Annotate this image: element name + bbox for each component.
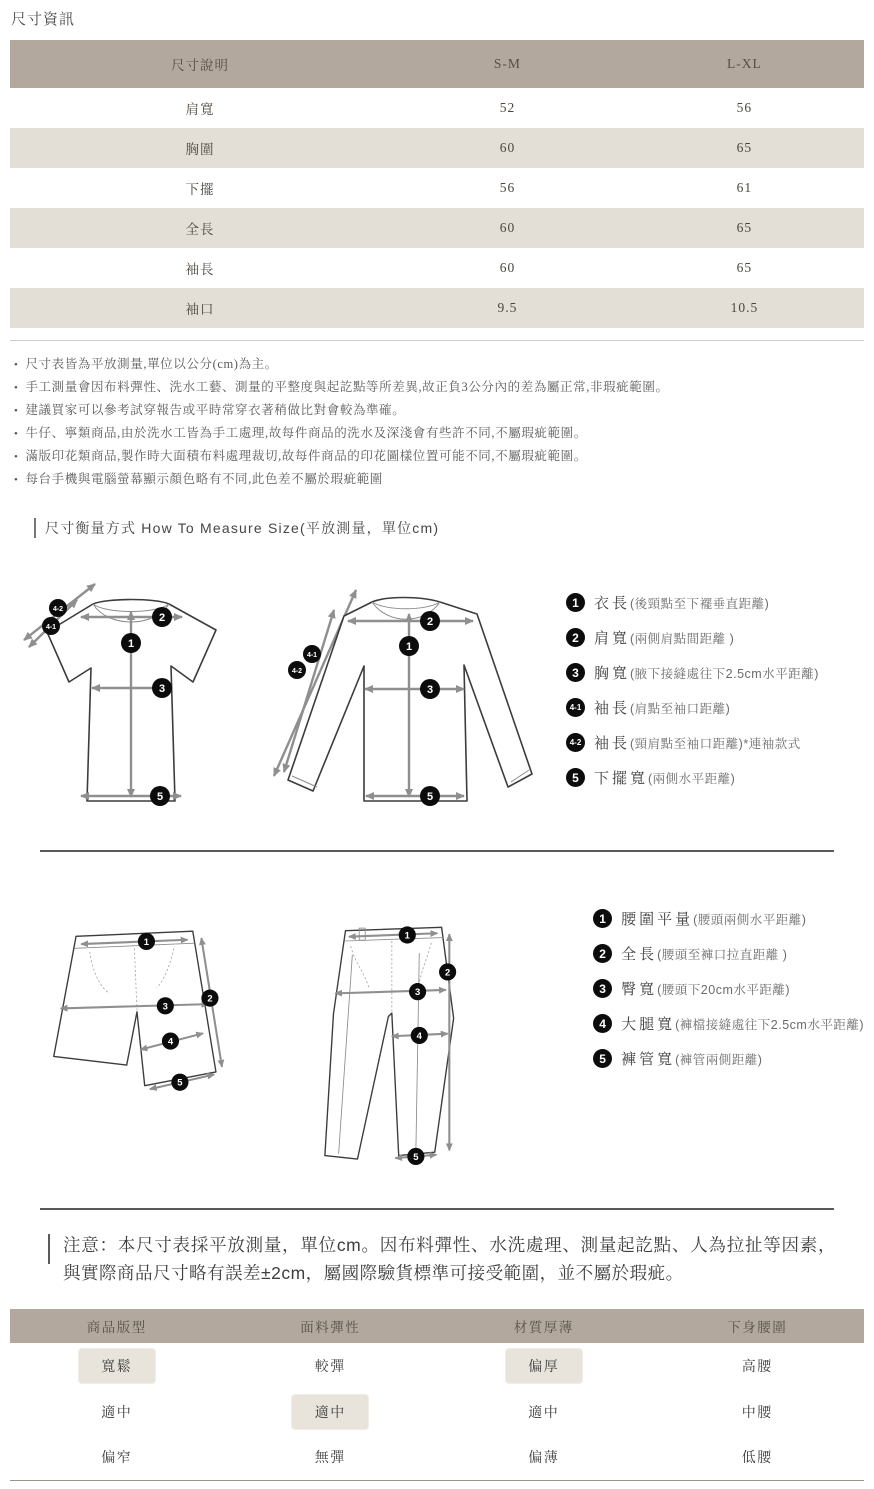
spec-option: 適中 <box>528 1403 560 1420</box>
spec-cell <box>10 1343 224 1389</box>
badge-4-2 <box>288 661 306 679</box>
shorts-diagram <box>40 904 248 1118</box>
badge-4 <box>410 1027 427 1044</box>
notice-text: 注意：本尺寸表採平放測量，單位cm。因布料彈性、水洗處理、測量起訖點、人為拉扯等因素，與實際商品尺寸略有誤差±2cm，屬國際驗貨標準可接受範圍，並不屬於瑕疵。 <box>63 1235 836 1284</box>
tops-legend <box>566 570 819 802</box>
spec-cell <box>10 1389 224 1435</box>
row-value: 65 <box>736 260 753 275</box>
measure-name: 衣長 <box>594 595 631 612</box>
row-label: 袖口 <box>10 288 390 328</box>
svg-text:3: 3 <box>426 684 434 696</box>
size-table-header: 尺寸說明 <box>10 40 390 88</box>
badge-5 <box>150 786 170 806</box>
badge-2 <box>201 990 218 1007</box>
measure-badge-icon: 4 <box>593 1014 612 1033</box>
legend-item <box>566 662 819 683</box>
measure-name: 大腿寬 <box>621 1016 676 1033</box>
table-row <box>10 88 864 128</box>
legend-item <box>566 627 819 648</box>
badge-4 <box>162 1032 179 1049</box>
spec-option: 寬鬆 <box>78 1348 156 1384</box>
notice-bar <box>48 1234 50 1264</box>
bottoms-legend <box>593 896 864 1083</box>
measure-desc: (兩側水平距離) <box>648 771 736 786</box>
measure-badge-icon: 1 <box>566 593 585 612</box>
row-value: 65 <box>625 208 864 248</box>
spec-table-header-row <box>10 1309 864 1343</box>
measure-badge-icon: 2 <box>566 628 585 647</box>
spec-option: 無彈 <box>314 1449 346 1466</box>
badge-5 <box>420 786 440 806</box>
measure-desc: (肩點至袖口距離) <box>630 701 731 716</box>
svg-text:1: 1 <box>143 936 150 948</box>
spec-cell <box>437 1343 651 1389</box>
spec-header: 商品版型 <box>10 1309 224 1343</box>
size-table-header: L-XL <box>625 40 864 88</box>
svg-text:4-1: 4-1 <box>45 624 57 631</box>
spec-option: 較彈 <box>314 1357 346 1374</box>
measure-name: 胸寬 <box>594 665 631 682</box>
svg-text:1: 1 <box>405 641 413 653</box>
spec-table <box>10 1309 864 1482</box>
table-row <box>10 168 864 208</box>
legend-item <box>593 1013 864 1034</box>
svg-text:3: 3 <box>158 683 166 695</box>
badge-3 <box>157 997 174 1014</box>
spec-option: 偏厚 <box>505 1348 583 1384</box>
table-row <box>10 288 864 328</box>
row-value: 10.5 <box>625 288 864 328</box>
measure-name: 腰圍平量 <box>621 911 694 928</box>
svg-text:5: 5 <box>156 791 164 803</box>
pants-diagram <box>306 896 503 1192</box>
spec-header: 材質厚薄 <box>437 1309 651 1343</box>
notes-list <box>14 353 864 491</box>
legend-item <box>593 943 864 964</box>
measure-desc: (腋下接縫處往下2.5cm水平距離) <box>630 666 819 681</box>
legend-item <box>566 592 819 613</box>
measure-badge-icon: 4-1 <box>566 698 585 717</box>
svg-text:2: 2 <box>158 612 166 624</box>
notice-block <box>48 1231 836 1288</box>
measure-desc: (腰頭兩側水平距離) <box>693 912 807 927</box>
measure-name: 褲管寬 <box>621 1051 676 1068</box>
badge-1 <box>398 926 415 943</box>
badge-2 <box>420 611 440 631</box>
row-label: 肩寬 <box>185 102 215 117</box>
spec-cell <box>224 1343 438 1389</box>
bottoms-diagram-row <box>10 896 864 1192</box>
svg-text:5: 5 <box>177 1077 183 1089</box>
badge-1 <box>399 636 419 656</box>
measure-name: 袖長 <box>594 735 631 752</box>
legend-item <box>593 908 864 929</box>
measure-desc: (兩側肩點間距離 ) <box>630 631 735 646</box>
badge-2 <box>439 963 456 980</box>
measure-desc: (後頸點至下襬垂直距離) <box>630 596 770 611</box>
badge-5 <box>407 1148 424 1165</box>
measure-desc: (腰頭下20cm水平距離) <box>657 982 791 997</box>
svg-text:3: 3 <box>414 987 420 999</box>
spec-option: 高腰 <box>741 1357 773 1374</box>
svg-text:2: 2 <box>426 616 434 628</box>
spec-row <box>10 1435 864 1481</box>
spec-cell <box>224 1435 438 1481</box>
measure-desc: (褲管兩側距離) <box>675 1052 763 1067</box>
row-label: 全長 <box>10 208 390 248</box>
measure-name: 肩寬 <box>594 630 631 647</box>
legend-item <box>566 767 819 788</box>
measure-badge-icon: 3 <box>593 979 612 998</box>
badge-5 <box>171 1074 188 1091</box>
row-label: 袖長 <box>185 262 215 277</box>
svg-text:3: 3 <box>162 1001 168 1013</box>
row-label: 下擺 <box>185 182 215 197</box>
spec-cell <box>437 1389 651 1435</box>
spec-cell <box>10 1435 224 1481</box>
badge-4-1 <box>303 645 321 663</box>
measure-section-heading: 尺寸衡量方式 How To Measure Size(平放測量，單位cm) <box>34 518 864 538</box>
spec-cell <box>651 1389 865 1435</box>
spec-cell <box>224 1389 438 1435</box>
badge-3 <box>409 983 426 1000</box>
badge-2 <box>152 607 172 627</box>
legend-item <box>566 697 819 718</box>
list-item: • 滿版印花類商品,製作時大面積布料處理裁切,故每件商品的印花圖樣位置可能不同,不屬瑕疵範圍。 <box>14 445 864 468</box>
measure-badge-icon: 1 <box>593 909 612 928</box>
row-label: 胸圍 <box>10 128 390 168</box>
svg-text:2: 2 <box>207 993 213 1005</box>
row-value: 52 <box>499 100 516 115</box>
svg-text:2: 2 <box>444 967 450 979</box>
tops-diagram-row <box>10 570 864 834</box>
tshirt-diagram <box>10 570 262 834</box>
measure-badge-icon: 5 <box>593 1049 612 1068</box>
row-value: 56 <box>736 100 753 115</box>
badge-4-1 <box>42 617 60 635</box>
svg-text:4: 4 <box>167 1036 174 1048</box>
table-row <box>10 208 864 248</box>
spec-header: 下身腰圍 <box>651 1309 865 1343</box>
measure-name: 袖長 <box>594 700 631 717</box>
spec-row <box>10 1389 864 1435</box>
spec-row <box>10 1343 864 1389</box>
measure-badge-icon: 5 <box>566 768 585 787</box>
page-title: 尺寸資訊 <box>11 11 76 28</box>
list-item: • 每台手機與電腦螢幕顯示顏色略有不同,此色差不屬於瑕疵範圍 <box>14 468 864 491</box>
measure-name: 下擺寬 <box>594 770 649 787</box>
size-table <box>10 40 864 328</box>
measure-name: 臀寬 <box>621 981 658 998</box>
divider <box>40 850 834 852</box>
legend-item <box>566 732 819 753</box>
svg-text:4: 4 <box>416 1030 422 1042</box>
list-item: • 建議買家可以參考試穿報告或平時常穿衣著稍做比對會較為準確。 <box>14 399 864 422</box>
longsleeve-diagram <box>268 570 552 834</box>
spec-option: 適中 <box>291 1394 369 1430</box>
list-item: • 手工測量會因布料彈性、洗水工藝、測量的平整度與起訖點等所差異,故正負3公分內的差為屬正常,非瑕疵範圍。 <box>14 376 864 399</box>
svg-text:1: 1 <box>404 930 410 942</box>
spec-header: 面料彈性 <box>224 1309 438 1343</box>
spec-cell <box>651 1343 865 1389</box>
spec-option: 偏薄 <box>528 1449 560 1466</box>
measure-desc: (腰頭至褲口拉直距離 ) <box>657 947 788 962</box>
row-value: 61 <box>736 180 753 195</box>
measure-badge-icon: 2 <box>593 944 612 963</box>
legend-item <box>593 978 864 999</box>
size-table-header-row <box>10 40 864 88</box>
divider <box>10 340 864 341</box>
measure-name: 全長 <box>621 946 658 963</box>
list-item: • 尺寸表皆為平放測量,單位以公分(cm)為主。 <box>14 353 864 376</box>
size-table-header: S-M <box>390 40 625 88</box>
row-value: 9.5 <box>390 288 625 328</box>
measure-desc: (褲檔接縫處往下2.5cm水平距離) <box>675 1017 864 1032</box>
badge-3 <box>420 679 440 699</box>
row-value: 60 <box>499 260 516 275</box>
spec-option: 中腰 <box>741 1403 773 1420</box>
table-row <box>10 128 864 168</box>
measure-desc: (頸肩點至袖口距離)*連袖款式 <box>630 736 801 751</box>
spec-option: 低腰 <box>741 1449 773 1466</box>
row-value: 65 <box>625 128 864 168</box>
svg-text:1: 1 <box>127 638 135 650</box>
measure-badge-icon: 4-2 <box>566 733 585 752</box>
svg-text:5: 5 <box>426 791 434 803</box>
spec-option: 偏窄 <box>101 1449 133 1466</box>
divider <box>40 1208 834 1210</box>
badge-1 <box>121 633 141 653</box>
badge-1 <box>138 933 155 950</box>
svg-text:4-2: 4-2 <box>52 606 64 613</box>
svg-text:5: 5 <box>412 1151 419 1163</box>
row-value: 60 <box>390 128 625 168</box>
row-value: 56 <box>499 180 516 195</box>
table-row <box>10 248 864 288</box>
legend-item <box>593 1048 864 1069</box>
spec-cell <box>437 1435 651 1481</box>
measure-badge-icon: 3 <box>566 663 585 682</box>
spec-cell <box>651 1435 865 1481</box>
badge-4-2 <box>49 599 67 617</box>
svg-text:4-2: 4-2 <box>291 668 303 675</box>
row-value: 60 <box>390 208 625 248</box>
spec-option: 適中 <box>101 1403 133 1420</box>
svg-text:4-1: 4-1 <box>306 652 318 659</box>
badge-3 <box>152 678 172 698</box>
list-item: • 牛仔、寧類商品,由於洗水工皆為手工處理,故每件商品的洗水及深淺會有些許不同,不屬瑕疵範圍。 <box>14 422 864 445</box>
